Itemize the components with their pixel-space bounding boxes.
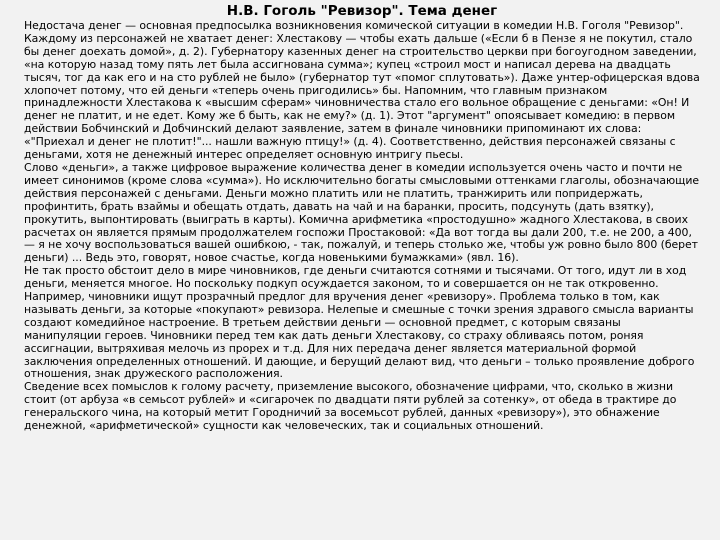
paragraph-1: Недостача денег — основная предпосылка возникновения комической ситуации в комедии Н.В. Гоголя "Ревизор". Каждому из персонажей не хватает денег: Хлестакову — чтобы ехать дальше («Если б в Пензе я не покутил, стало бы денег доехать домой», д. 2). Губернатору казенных денег на строительство церкви при богоугодном заведении, «на которую назад тому пять лет была ассигнована сумма»; купец «строил мост и написал дерева на двадцать тысяч, тог да как его и на сто рублей не было» (губернатор тут «помог сплутовать»). Даже унтер-офицерская вдова хлопочет потому, что ей деньги «теперь очень пригодились» бы. Напомним, что главным признаком принадлежности Хлестакова к «высшим сферам» чиновничества стало его вольное обращение с деньгами: «Он! И денег не платит, и не едет. Кому же б быть, как не ему?» (д. 1). Этот "аргумент" опоясывает комедию: в первом действии Бобчинский и Добчинский делают заявление, затем в финале чиновники припоминают их слова: «"Приехал и денег не плотит!"... нашли важную птицу!» (д. 4). Соответственно, действия персонажей связаны с деньгами, хотя не денежный интерес определяет основную интригу пьесы.	[24, 19, 700, 162]
paragraph-4: Сведение всех помыслов к голому расчету, приземление высокого, обозначение цифрами, что, сколько в жизни стоит (от арбуза «в семьсот рублей» и «сигарочек по двадцати пяти рублей за сотенку», от обеда в трактире до генеральского чина, на который метит Городничий за восемьсот рублей, данных «ревизору»), это обнажение денежной, «арифметической» сущности как человеческих, так и социальных отношений.	[24, 380, 677, 433]
paragraph-3: Не так просто обстоит дело в мире чиновников, где деньги считаются сотнями и тысячами. От того, идут ли в ход деньги, меняется многое. Но поскольку подкуп осуждается законом, то и совершается он не так откровенно. Например, чиновники ищут прозрачный предлог для вручения денег «ревизору». Проблема только в том, как называть деньги, за которые «покупают» ревизора. Нелепые и смешные с точки зрения здравого смысла варианты создают комедийное настроение. В третьем действии деньги — основной предмет, с которым связаны манипуляции героев. Чиновники перед тем как дать деньги Хлестакову, со страху обливаясь потом, роняя ассигнации, вытряхивая мелочь из прорех и т.д. Для них передача денег является материальной формой заключения определенных отношений. И дающие, и берущий делают вид, что деньги – только проявление доброго отношения, знак дружеского расположения.	[24, 264, 695, 381]
paragraph-2: Слово «деньги», а также цифровое выражение количества денег в комедии используется очень часто и почти не имеет синонимов (кроме слова «сумма»). Но исключительно богаты смысловыми оттенками глаголы, обозначающие действия персонажей с деньгами. Деньги можно платить или не платить, транжирить или попридержать, профинтить, брать взаймы и обещать отдать, давать на чай и на баранки, просить, подсунуть (дать взятку), прокутить, выпонтировать (выиграть в карты). Комична арифметика «простодушно» жадного Хлестакова, в своих расчетах он является прямым продолжателем госпожи Простаковой: «Да вот тогда вы дали 200, т.е. не 200, а 400, — я не хочу воспользоваться вашей ошибкою, - так, пожалуй, и теперь столько же, чтобы уж ровно было 800 (берет деньги) ... Ведь это, говорят, новое счастье, когда новенькими бумажками» (явл. 16).	[24, 160, 700, 265]
slide-title: Н.В. Гоголь "Ревизор". Тема денег	[226, 3, 498, 19]
slide-body	[24, 20, 700, 433]
